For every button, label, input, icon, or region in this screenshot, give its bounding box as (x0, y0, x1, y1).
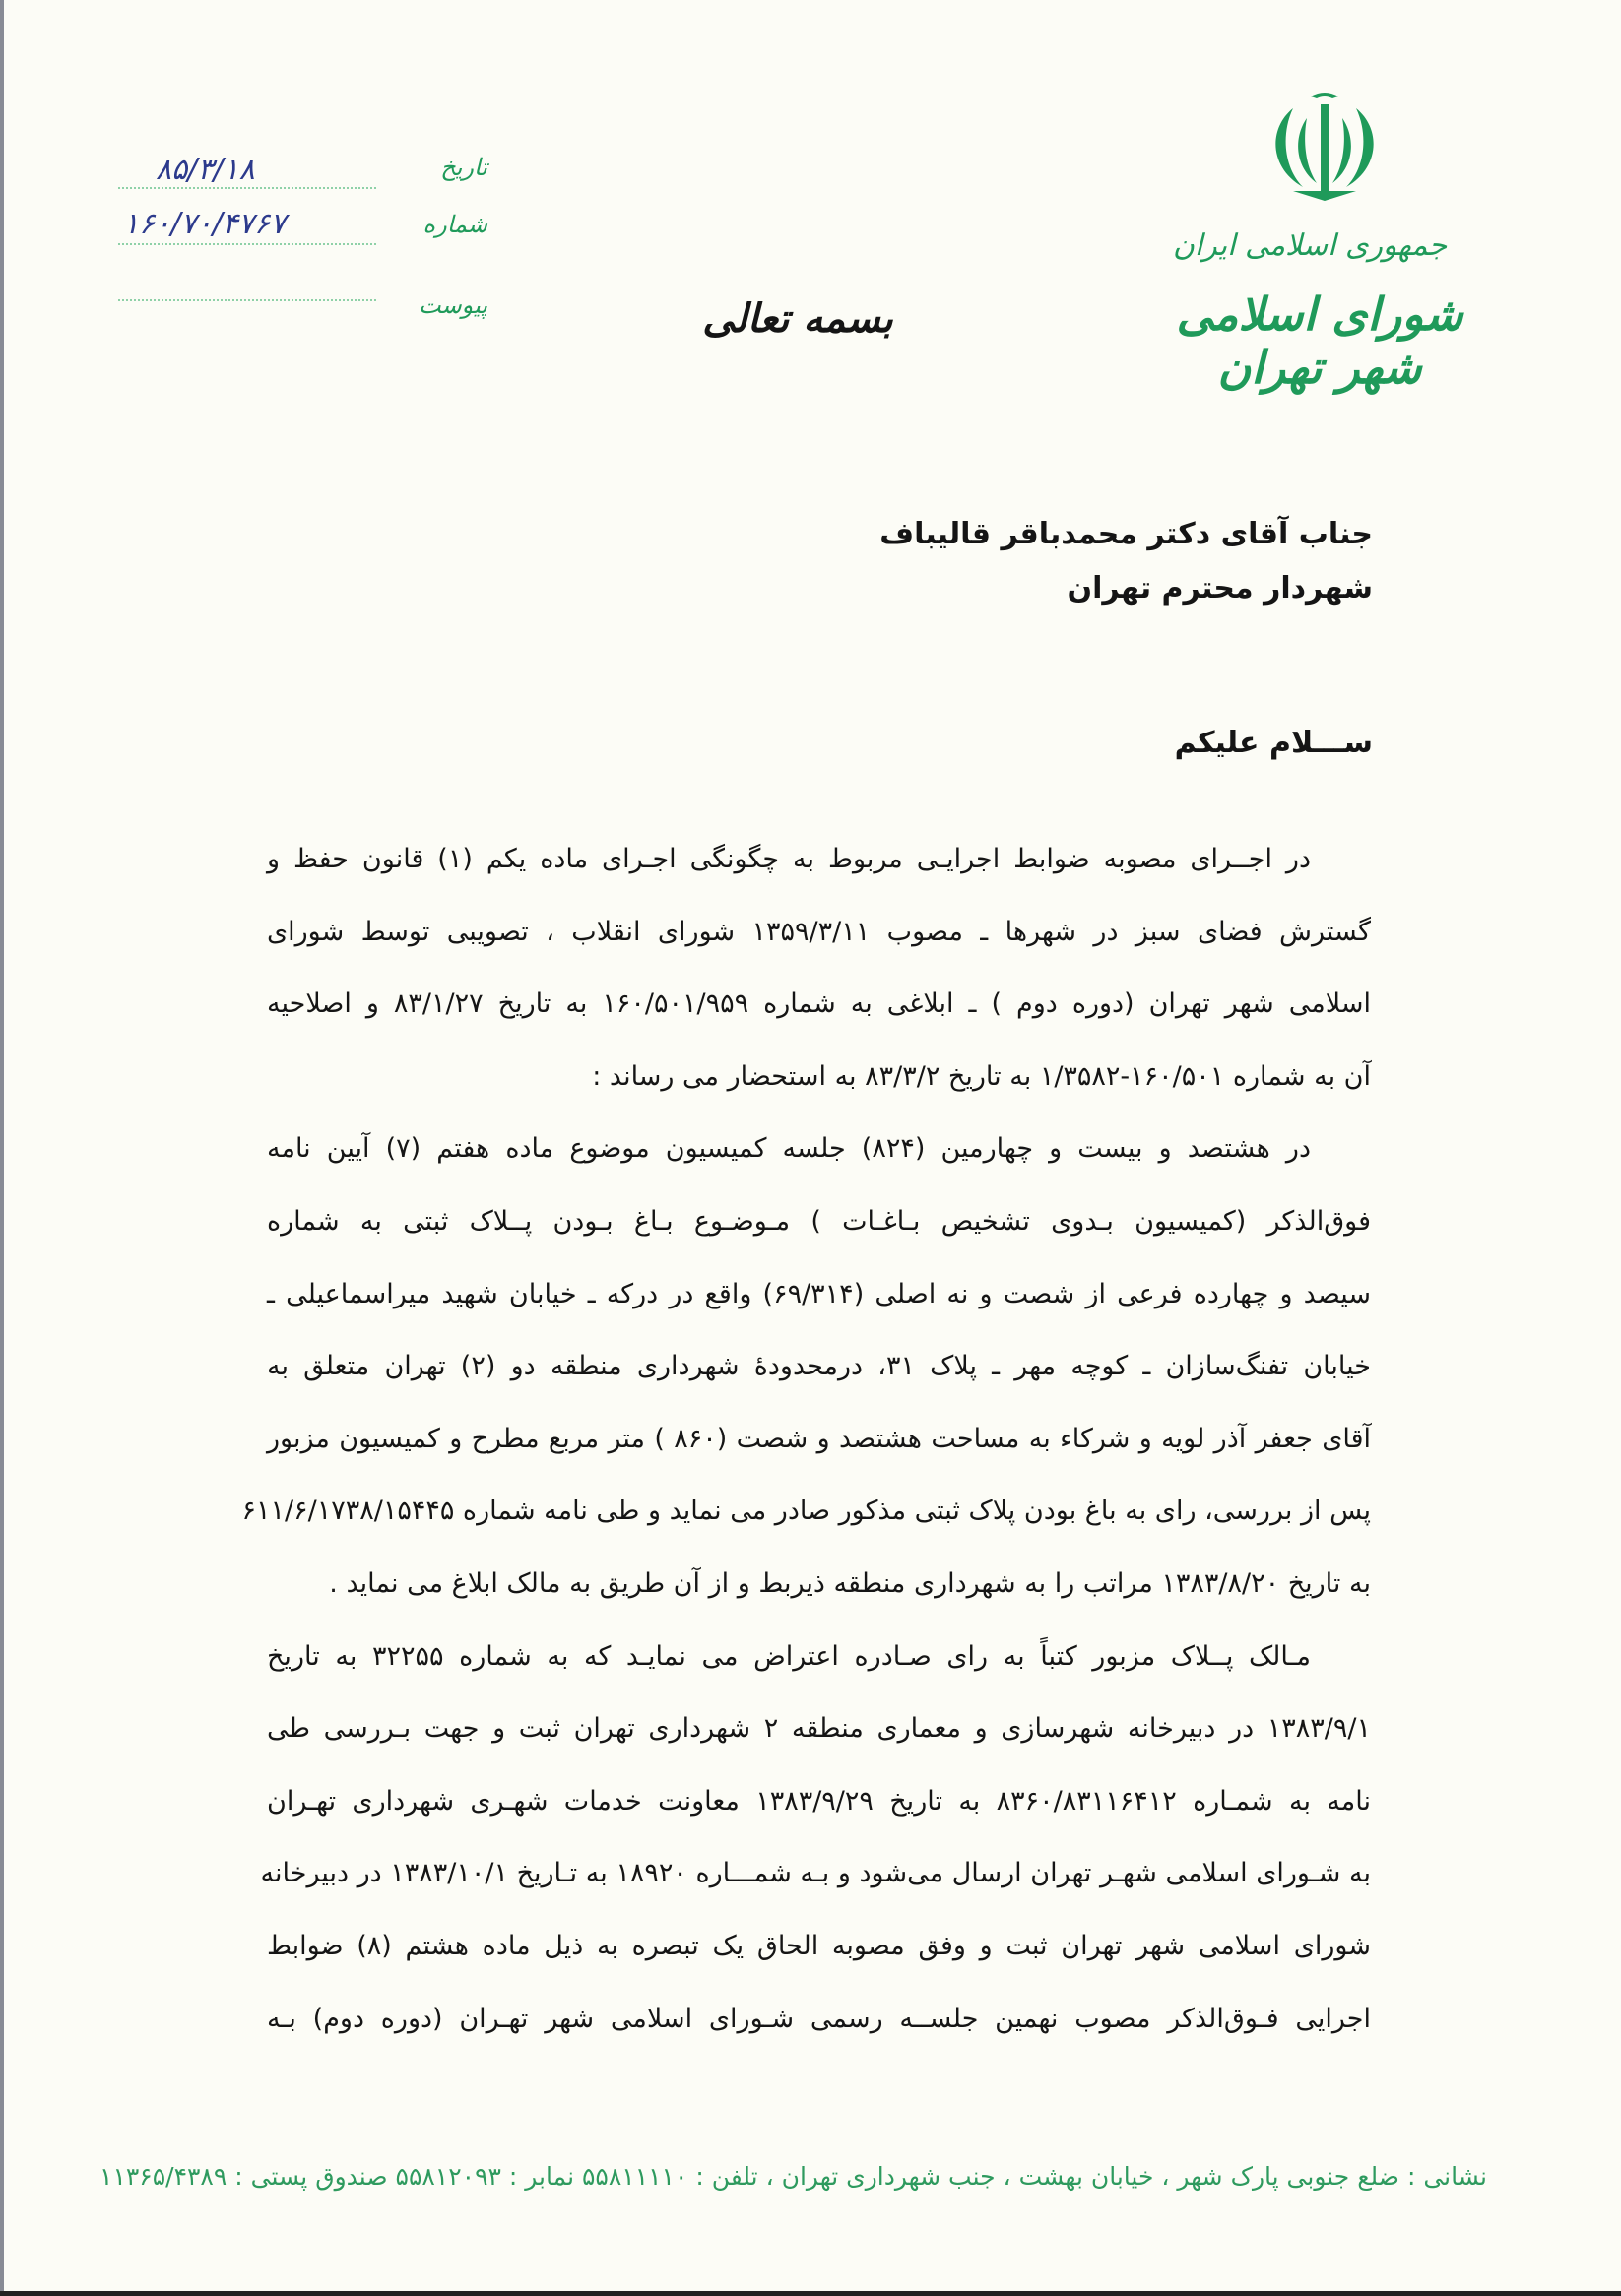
republic-title: جمهوری اسلامی ایران (1172, 228, 1448, 263)
body-line: ۱۳۸۳/۹/۱ در دبیرخانه شهرسازی و معماری منطقه ۲ شهرداری تهران ثبت و جهت بـررسی طی (267, 1713, 1371, 1744)
body-line: گسترش فضای سبز در شهرها ـ مصوب ۱۳۵۹/۳/۱۱ شورای انقلاب ، تصویبی توسط شورای (267, 917, 1371, 947)
body-line: سیصد و چهارده فرعی از شصت و نه اصلی (۶۹/۳۱۴) واقع در درکه ـ خیابان شهید میراسماعیلی ـ (267, 1279, 1371, 1309)
body-line: به شـورای اسلامی شهـر تهران ارسال می‌شود و بـه شمـــاره ۱۸۹۲۰ به تـاریخ ۱۳۸۳/۱۰/۱ در دبیرخانه (260, 1858, 1371, 1888)
addressee-name: جناب آقای دکتر محمدباقر قالیباف (879, 517, 1373, 551)
body-line: آقای جعفر آذر لویه و شرکاء به مساحت هشتصد و شصت (۸۶۰ ) متر مربع مطرح و کمیسیون مزبور (267, 1424, 1371, 1454)
date-label: تاریخ (440, 154, 487, 181)
body-line: مـالک پــلاک مزبور کتباً به رای صـادره اعتراض می نمایـد که به شماره ۳۲۲۵۵ به تاریخ (267, 1641, 1311, 1672)
attachment-label: پیوست (419, 291, 487, 319)
greeting: ســـلام علیکم (1174, 726, 1373, 760)
date-value: ۸۵/۳/۱۸ (156, 153, 255, 187)
body-line: به تاریخ ۱۳۸۳/۸/۲۰ مراتب را به شهرداری منطقه ذیربط و از آن طریق به مالک ابلاغ می نماید . (329, 1568, 1371, 1599)
number-value: ۱۶۰/۷۰/۴۷۶۷ (123, 207, 287, 241)
body-line: اسلامی شهر تهران (دوره دوم ) ـ ابلاغی به شماره ۱۶۰/۵۰۱/۹۵۹ به تاریخ ۸۳/۱/۲۷ و اصلاحیه (267, 989, 1371, 1019)
basmala: بسمه تعالی (702, 295, 893, 342)
body-line: در هشتصد و بیست و چهارمین (۸۲۴) جلسه کمیسیون موضوع ماده هفتم (۷) آیین نامه (267, 1133, 1311, 1164)
body-line: اجرایی فـوق‌الذکر مصوب نهمین جلســه رسمی شـورای اسلامی شهر تهـران (دوره دوم) بـه (267, 2004, 1371, 2034)
body-line: در اجــرای مصوبه ضوابط اجرایـی مربوط به چگونگی اجـرای ماده یکم (۱) قانون حفظ و (267, 844, 1311, 874)
number-line (118, 243, 376, 245)
date-line (118, 187, 376, 189)
council-title: شورای اسلامی شهر تهران (1176, 287, 1463, 394)
body-line: شورای اسلامی شهر تهران ثبت و وفق مصوبه الحاق یک تبصره به ذیل ماده هشتم (۸) ضوابط (267, 1931, 1371, 1961)
scan-edge-left (0, 0, 4, 2296)
attachment-line (118, 299, 376, 301)
addressee-title: شهردار محترم تهران (1067, 571, 1373, 606)
body-line: خیابان تفنگ‌سازان ـ کوچه مهر ـ پلاک ۳۱، درمحدودۀ شهرداری منطقه دو (۲) تهران متعلق به (267, 1351, 1371, 1381)
letterhead-footer-address: نشانی : ضلع جنوبی پارک شهر ، خیابان بهشت ، جنب شهرداری تهران ، تلفن : ۵۵۸۱۱۱۱۰ نمابر : ۵۵۸۱۲۰۹۳ صندوق پستی : ۱۱۳۶۵/۴۳۸۹ (99, 2162, 1487, 2191)
scan-edge-bottom (0, 2291, 1621, 2296)
body-line: آن به شماره ۱۶۰/۵۰۱-۱/۳۵۸۲ به تاریخ ۸۳/۳/۲ به استحضار می رساند : (592, 1061, 1371, 1092)
emblem-of-iran-icon (1264, 89, 1386, 203)
body-line: پس از بررسی، رای به باغ بودن پلاک ثبتی مذکور صادر می نماید و طی نامه شماره ۶۱۱/۶/۱۷۳۸/۱۵۴۴۵ (241, 1496, 1371, 1526)
body-line: نامه به شمـاره ۸۳۶۰/۸۳۱۱۶۴۱۲ به تاریخ ۱۳۸۳/۹/۲۹ معاونت خدمات شهـری شهرداری تهـران (267, 1786, 1371, 1817)
number-label: شماره (422, 211, 487, 238)
body-line: فوق‌الذکر (کمیسیون بـدوی تشخیص بـاغـات ) مـوضـوع بـاغ بـودن پــلاک ثبتی به شماره (267, 1206, 1371, 1237)
